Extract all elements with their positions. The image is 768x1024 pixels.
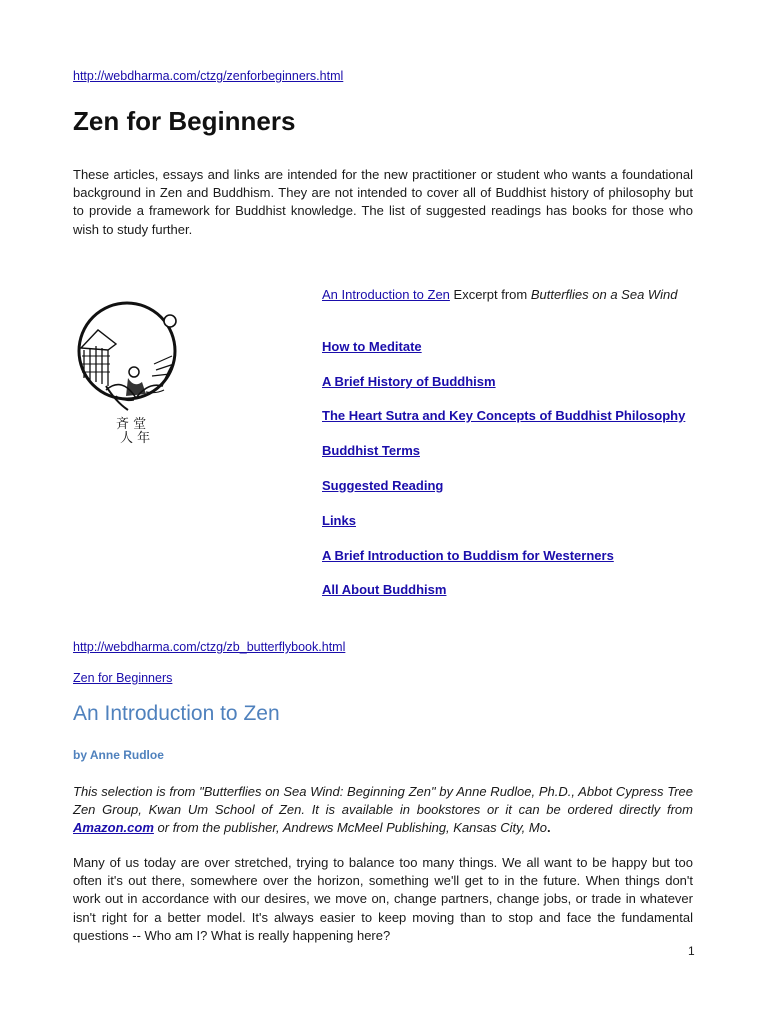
amazon-link[interactable]: Amazon.com [73,820,154,836]
toc-link-buddhist-terms[interactable]: Buddhist Terms [322,443,420,458]
back-to-zen-for-beginners-link[interactable]: Zen for Beginners [73,671,173,685]
byline: by Anne Rudloe [73,748,164,762]
svg-text:人 年: 人 年 [120,431,151,446]
toc-link-intro-to-zen[interactable]: An Introduction to Zen [322,287,450,302]
selection-period: . [546,820,551,836]
zen-circle-illustration [76,298,180,448]
toc-link-how-to-meditate[interactable]: How to Meditate [322,339,422,354]
toc-link-heart-sutra[interactable]: The Heart Sutra and Key Concepts of Buddhist Philosophy [322,408,686,423]
toc-excerpt-text: Excerpt from [449,287,531,302]
section-title: An Introduction to Zen [73,702,280,725]
toc-item[interactable] [322,477,694,494]
toc-link-all-about-buddhism[interactable]: All About Buddhism [322,582,447,597]
svg-text:斉 堂: 斉 堂 [116,417,147,432]
header-url-link[interactable]: http://webdharma.com/ctzg/zenforbeginners.html [73,69,344,83]
toc-item[interactable] [322,512,694,529]
selection-paragraph [73,783,693,838]
page-number: 1 [688,944,695,958]
selection-text-start: This selection is from "Butterflies on Sea Wind: Beginning Zen" by Anne Rudloe, Ph.D., Abbot Cypress Tree Zen Group, Kwan Um School of Zen. It is available in bookstores or it can be ordered directly from [73,784,693,818]
toc-item[interactable] [322,547,694,564]
toc-item-intro [322,286,694,303]
page-title: Zen for Beginners [73,106,296,136]
second-url-link[interactable]: http://webdharma.com/ctzg/zb_butterflybook.html [73,640,346,654]
toc-link-history-of-buddhism[interactable]: A Brief History of Buddhism [322,374,496,389]
toc-link-intro-for-westerners[interactable]: A Brief Introduction to Buddism for Westerners [322,548,614,563]
toc-link-links[interactable]: Links [322,513,356,528]
toc-item[interactable] [322,442,694,459]
selection-text-end: or from the publisher, Andrews McMeel Publishing, Kansas City, Mo [153,820,547,836]
toc-book-title: Butterflies on a Sea Wind [530,287,678,302]
toc-item[interactable] [322,581,694,598]
toc-item[interactable] [322,338,694,355]
toc-item[interactable] [322,373,694,390]
body-paragraph: Many of us today are over stretched, trying to balance too many things. We all want to be happy but too often it's out there, somewhere over the horizon, something we'll get to in the future. When things don't work out in accordance with our desires, we move on, change partners, change jobs, or trade in whatever isn't right for a better model. It's always easier to keep moving than to stop and face the fundamental questions -- Who am I? What is really happening here? [73,855,693,943]
toc-item[interactable] [322,407,694,424]
intro-paragraph: These articles, essays and links are intended for the new practitioner or student who wants a foundational background in Zen and Buddhism. They are not intended to cover all of Buddhist history of philosophy but to provide a framework for Buddhist knowledge. The list of suggested readings has books for those who wish to study further. [73,167,693,237]
toc-link-suggested-reading[interactable]: Suggested Reading [322,478,444,493]
